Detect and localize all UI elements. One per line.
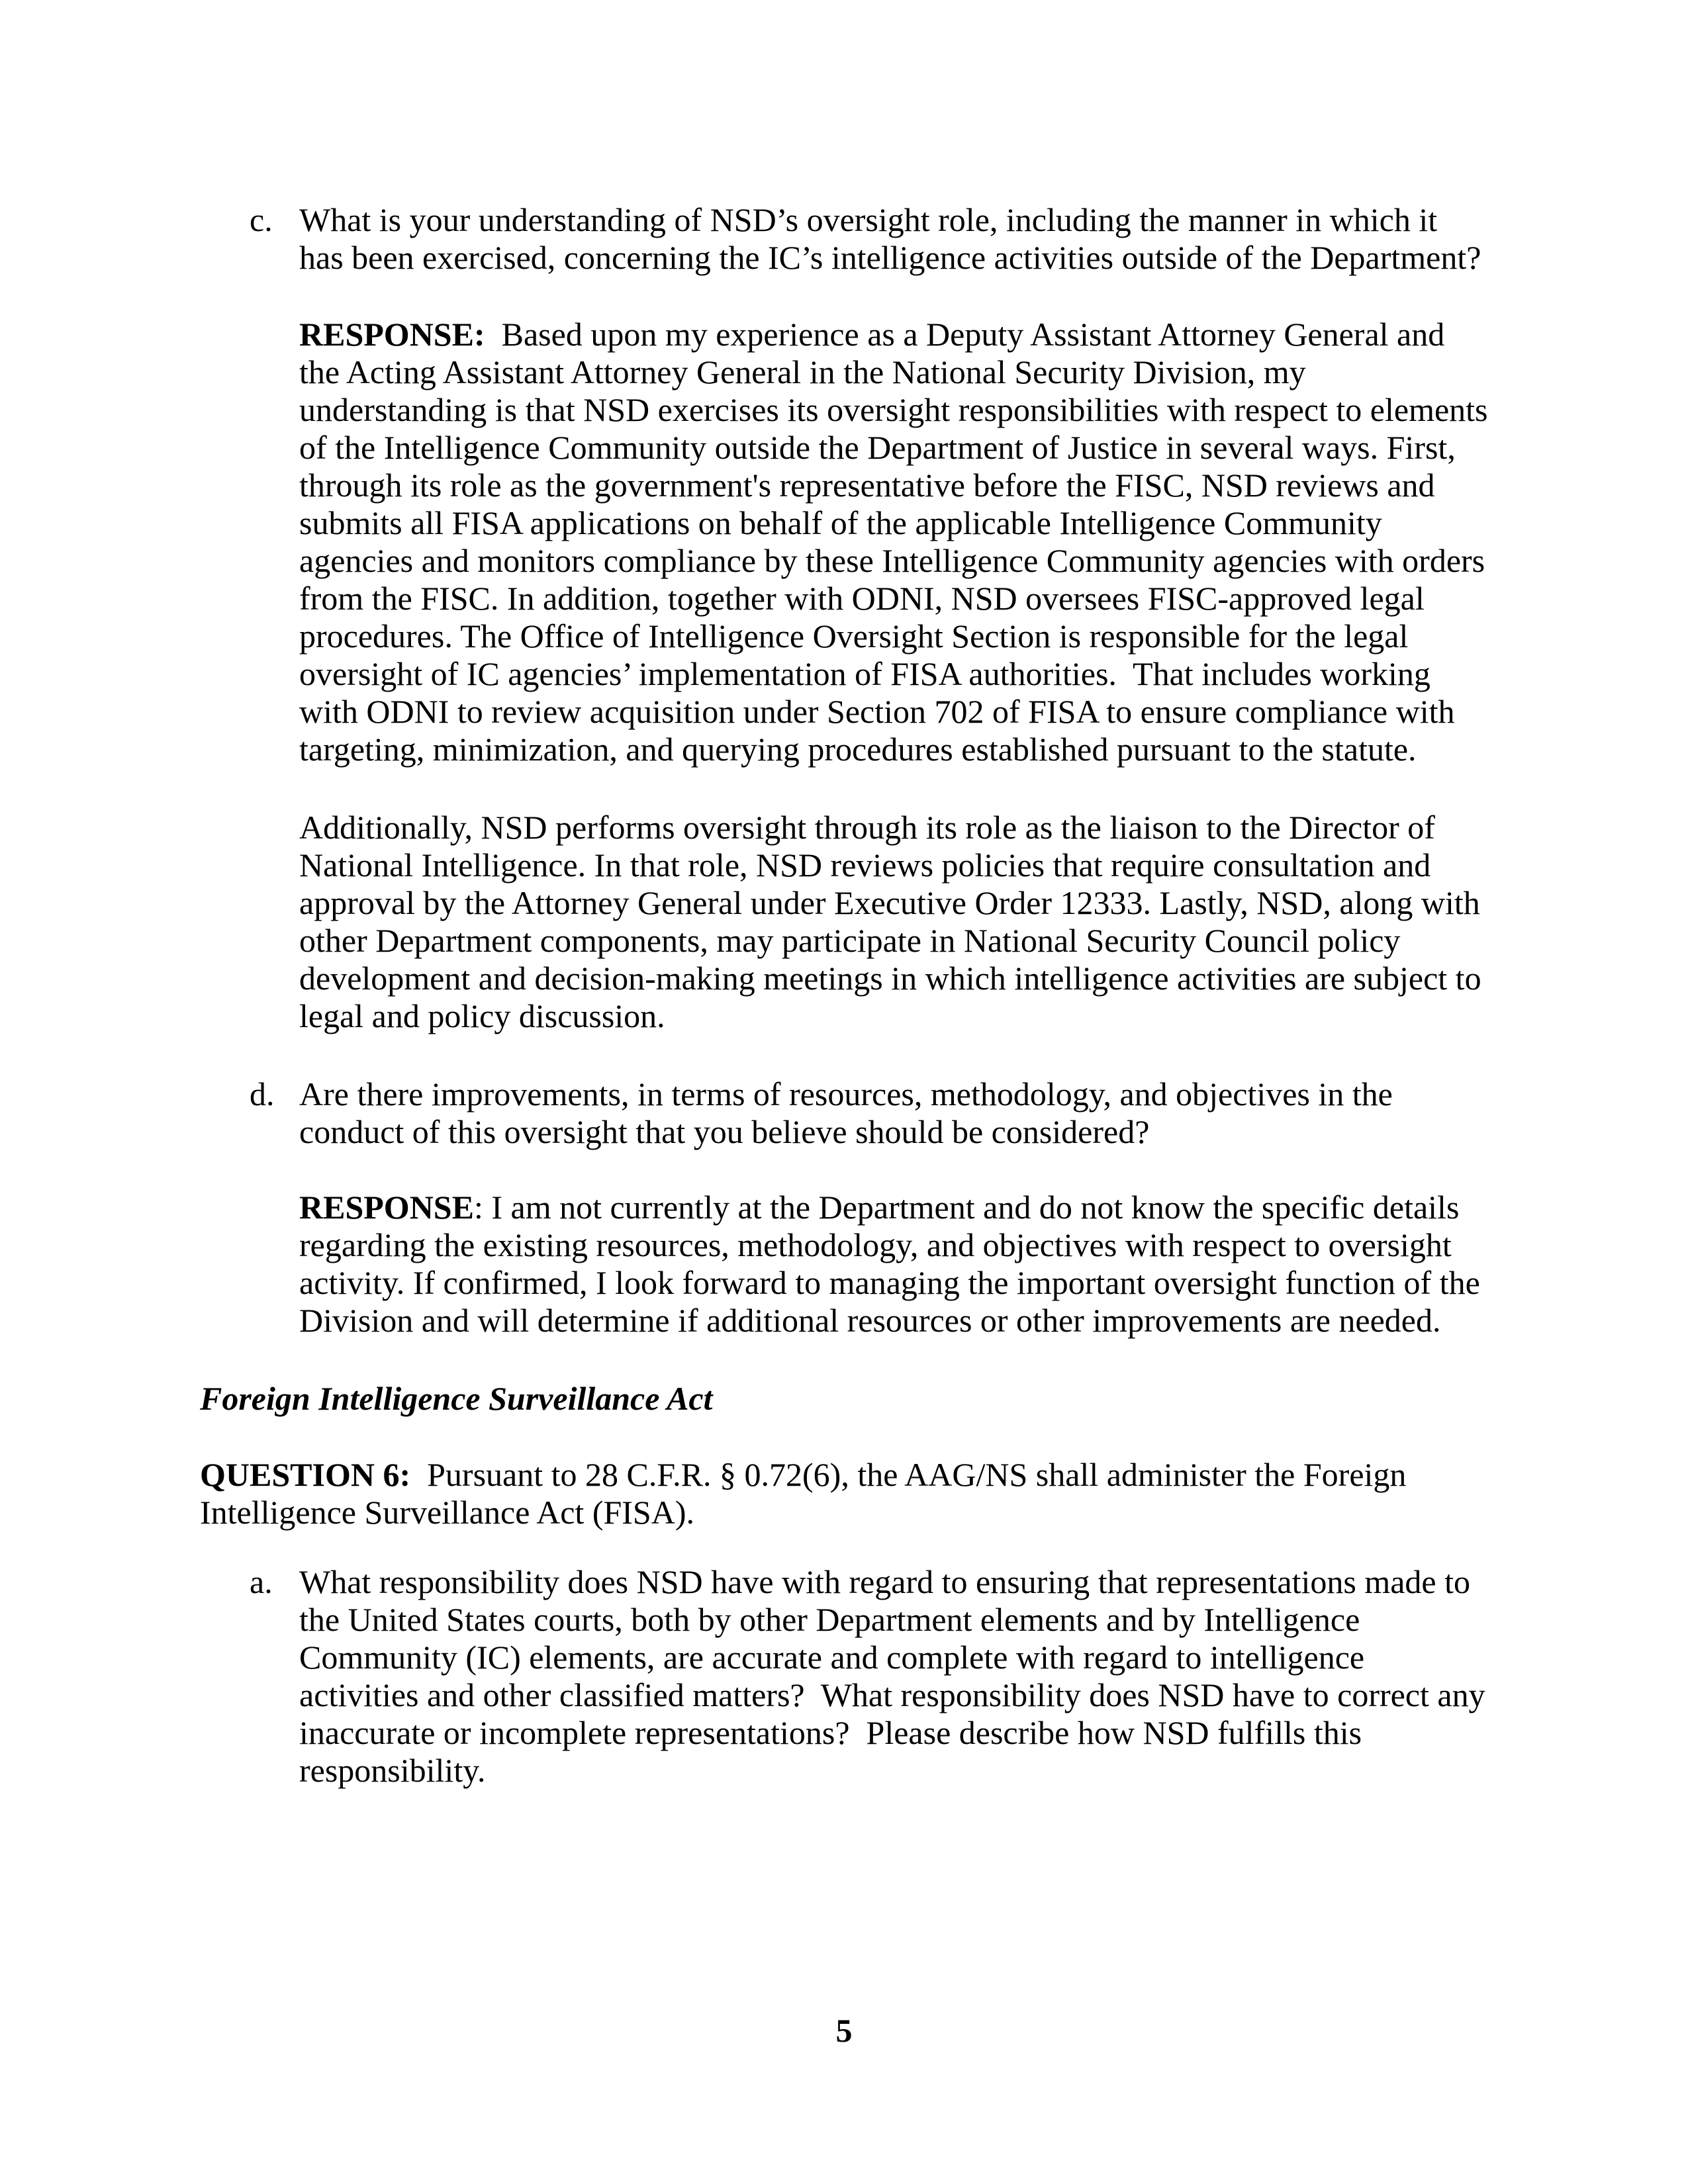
item-a-question-line: the United States courts, both by other Department elements and by Intelligence bbox=[299, 1601, 1360, 1638]
item-a-question-line: Community (IC) elements, are accurate and complete with regard to intelligence bbox=[299, 1639, 1365, 1676]
item-c-response-line: understanding is that NSD exercises its oversight responsibilities with respect to elements bbox=[299, 391, 1488, 428]
page-number: 5 bbox=[835, 2012, 853, 2049]
response-text: Based upon my experience as a Deputy Assistant Attorney General and bbox=[485, 316, 1445, 353]
item-c-additional-line: development and decision-making meetings in which intelligence activities are subject to bbox=[299, 960, 1481, 997]
item-c-response-line: the Acting Assistant Attorney General in the National Security Division, my bbox=[299, 353, 1306, 390]
item-c-response-line: agencies and monitors compliance by these Intelligence Community agencies with orders bbox=[299, 542, 1485, 579]
question-6-first-line bbox=[200, 1456, 1406, 1494]
item-c-question-line: What is your understanding of NSD’s oversight role, including the manner in which it bbox=[299, 201, 1438, 238]
item-d-label: d. bbox=[250, 1075, 275, 1113]
item-d-response-line: regarding the existing resources, methodology, and objectives with respect to oversight bbox=[299, 1226, 1452, 1263]
item-d-question-line: Are there improvements, in terms of resources, methodology, and objectives in the bbox=[299, 1075, 1393, 1113]
item-a-question-line: inaccurate or incomplete representations? Please describe how NSD fulfills this bbox=[299, 1714, 1362, 1751]
item-c-response-line: targeting, minimization, and querying procedures established pursuant to the statute. bbox=[299, 731, 1417, 768]
item-d-question-line: conduct of this oversight that you believe should be considered? bbox=[299, 1113, 1150, 1150]
item-c-response-line: procedures. The Office of Intelligence Oversight Section is responsible for the legal bbox=[299, 617, 1409, 655]
item-d-response-line: activity. If confirmed, I look forward to managing the important oversight function of the bbox=[299, 1264, 1480, 1301]
question-6-line: Intelligence Surveillance Act (FISA). bbox=[200, 1494, 694, 1531]
item-c-additional-line: National Intelligence. In that role, NSD reviews policies that require consultation and bbox=[299, 846, 1431, 884]
item-c-additional-line: legal and policy discussion. bbox=[299, 997, 665, 1034]
item-c-response-line: oversight of IC agencies’ implementation of FISA authorities. That includes working bbox=[299, 655, 1430, 692]
response-label: RESPONSE: bbox=[299, 316, 485, 353]
section-heading: Foreign Intelligence Surveillance Act bbox=[200, 1380, 713, 1417]
item-c-additional-line: approval by the Attorney General under Executive Order 12333. Lastly, NSD, along with bbox=[299, 884, 1480, 921]
item-c-response-line: through its role as the government's representative before the FISC, NSD reviews and bbox=[299, 467, 1435, 504]
response-text: : I am not currently at the Department and do not know the specific details bbox=[473, 1189, 1460, 1226]
item-c-additional-line: Additionally, NSD performs oversight through its role as the liaison to the Director of bbox=[299, 809, 1435, 846]
item-c-response-line: from the FISC. In addition, together with ODNI, NSD oversees FISC-approved legal bbox=[299, 580, 1425, 617]
item-c-additional-line: other Department components, may participate in National Security Council policy bbox=[299, 922, 1401, 959]
item-c-response-line: submits all FISA applications on behalf of the applicable Intelligence Community bbox=[299, 504, 1382, 541]
item-a-question-line: responsibility. bbox=[299, 1752, 486, 1789]
response-label: RESPONSE bbox=[299, 1189, 474, 1226]
item-c-response-line: with ODNI to review acquisition under Section 702 of FISA to ensure compliance with bbox=[299, 693, 1455, 730]
item-a-question-line: activities and other classified matters? What responsibility does NSD have to correct any bbox=[299, 1676, 1485, 1713]
item-a-label: a. bbox=[250, 1563, 273, 1600]
item-c-label: c. bbox=[250, 201, 273, 238]
item-c-response-line: of the Intelligence Community outside the Department of Justice in several ways. First, bbox=[299, 429, 1456, 466]
item-a-question-line: What responsibility does NSD have with regard to ensuring that representations made to bbox=[299, 1563, 1471, 1600]
item-d-response-line: Division and will determine if additional resources or other improvements are needed. bbox=[299, 1302, 1441, 1339]
item-c-question-line: has been exercised, concerning the IC’s intelligence activities outside of the Department? bbox=[299, 239, 1481, 276]
item-c-response-first-line bbox=[299, 316, 1444, 353]
item-d-response-first-line bbox=[299, 1189, 1459, 1226]
question-6-label: QUESTION 6: bbox=[200, 1456, 411, 1493]
question-6-text: Pursuant to 28 C.F.R. § 0.72(6), the AAG/NS shall administer the Foreign bbox=[410, 1456, 1407, 1493]
